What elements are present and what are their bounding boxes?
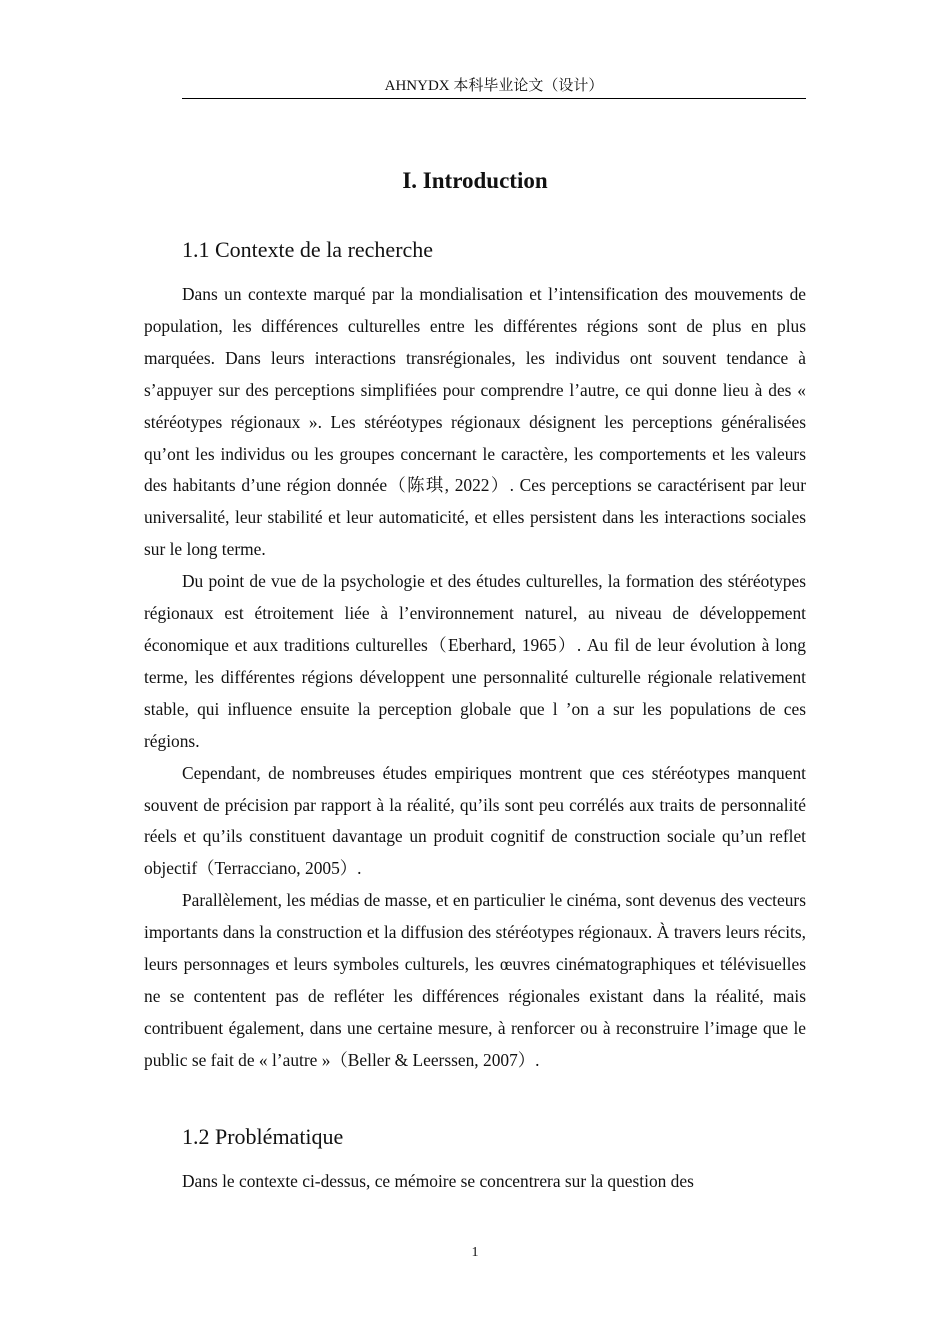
section-heading-1-2: 1.2 Problématique (182, 1124, 344, 1149)
section-1-2-body (144, 1166, 806, 1198)
paragraph: Cependant, de nombreuses études empiriques montrent que ces stéréotypes manquent souvent de précision par rapport à la réalité, qu’ils sont peu corrélés aux traits de personnalité réels et qu’ils constituent davantage un produit cognitif de construction sociale qu’un reflet objectif（Terracciano, 2005）. (144, 762, 806, 879)
paragraph: Dans le contexte ci-dessus, ce mémoire se concentrera sur la question des (182, 1171, 694, 1191)
page-number: 1 (471, 1245, 479, 1260)
paragraph: Parallèlement, les médias de masse, et en particulier le cinéma, sont devenus des vecteurs importants dans la construction et la diffusion des stéréotypes régionaux. À travers leurs récits, leurs personnages et leurs symboles culturels, les œuvres cinématographiques et télévisuelles ne se contentent pas de refléter les différences régionales existant dans la réalité, mais contribuent également, dans une certaine mesure, à renforcer ou à reconstruire l’image que le public se fait de « l’autre »（Beller & Leerssen, 2007）. (144, 890, 806, 1070)
paragraph: Dans un contexte marqué par la mondialisation et l’intensification des mouvements de population, les différences culturelles entre les différentes régions sont de plus en plus marquées. Dans leurs interactions transrégionales, les individus ont souvent tendance à s’appuyer sur des perceptions simplifiées pour comprendre l’autre, ce qui donne lieu à des « stéréotypes régionaux ». Les stéréotypes régionaux désignent les perceptions généralisées qu’ont les individus ou les groupes concernant le caractère, les comportements et les valeurs des habitants d’une région donnée（陈琪, 2022）. Ces perceptions se caractérisent par leur universalité, leur stabilité et leur automaticité, et elles persistent dans les interactions sociales sur le long terme. (144, 284, 806, 560)
section-1-1-body (144, 279, 806, 1077)
chapter-title: I. Introduction (402, 168, 548, 193)
paragraph: Du point de vue de la psychologie et des études culturelles, la formation des stéréotypes régionaux est étroitement liée à l’environnement naturel, au niveau de développement économique et aux traditions culturelles（Eberhard, 1965）. Au fil de leur évolution à long terme, les différentes régions développent une personnalité culturelle régionale relativement stable, qui influence ensuite la perception globale que l ’on a sur les populations de ces régions. (144, 571, 806, 751)
section-heading-1-1: 1.1 Contexte de la recherche (182, 237, 434, 262)
page-header: AHNYDX 本科毕业论文（设计） (182, 76, 806, 99)
